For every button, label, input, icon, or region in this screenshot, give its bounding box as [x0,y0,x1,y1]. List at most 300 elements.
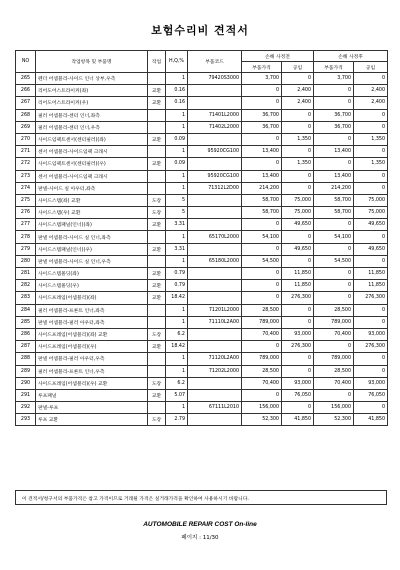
page-title: 보험수리비 견적서 [151,24,249,37]
row-before-price: 54,100 [242,231,282,243]
row-after-price: 28,500 [314,304,354,316]
row-before-labor: 0 [282,121,314,133]
row-after-price: 156,000 [314,402,354,414]
row-no: 277 [16,219,36,231]
row-after-price: 0 [314,158,354,170]
row-item-name: 판넬-루프 [36,402,148,414]
row-quantity: 1 [166,146,188,158]
row-work-type: 교환 [148,292,166,304]
row-no: 292 [16,402,36,414]
row-work-type: 교환 [148,158,166,170]
row-before-price: 0 [242,341,282,353]
row-after-labor: 0 [354,121,388,133]
row-after-price: 70,400 [314,377,354,389]
row-before-price: 214,200 [242,182,282,194]
row-quantity: 1 [166,304,188,316]
header-before-price: 부품가격 [242,62,282,73]
table-row [16,341,388,353]
row-after-price: 0 [314,268,354,280]
row-part-code [188,389,242,401]
row-part-code [188,377,242,389]
row-before-price: 789,000 [242,353,282,365]
row-work-type: 도장 [148,207,166,219]
table-body [16,73,388,426]
row-part-code: 95920CG100 [188,170,242,182]
row-after-labor: 1,350 [354,133,388,145]
row-part-code [188,341,242,353]
row-no: 286 [16,328,36,340]
row-quantity: 1 [166,365,188,377]
row-before-price: 28,500 [242,304,282,316]
row-no: 269 [16,121,36,133]
row-work-type: 교환 [148,85,166,97]
row-before-price: 0 [242,85,282,97]
row-item-name: 필러 어셈블리-센터 인너,좌측 [36,109,148,121]
row-before-price: 28,500 [242,365,282,377]
row-part-code: 71202L2000 [188,365,242,377]
row-item-name: 센서 어셈블리-사이드임팩 크래시 [36,170,148,182]
row-part-code [188,97,242,109]
row-work-type: 도장 [148,194,166,206]
row-part-code [188,158,242,170]
row-item-name: 필러 어셈블리-프론트 인너,우측 [36,365,148,377]
row-after-labor: 93,000 [354,328,388,340]
row-part-code [188,194,242,206]
row-no: 284 [16,304,36,316]
row-quantity: 18.42 [166,292,188,304]
row-item-name: 리어도어스트라이커(좌) [36,85,148,97]
row-part-code: 71402L2000 [188,121,242,133]
row-part-code [188,133,242,145]
row-before-price: 0 [242,292,282,304]
table-row [16,280,388,292]
row-item-name: 사이드프레임(어셈블리)(좌) 교환 [36,328,148,340]
row-after-price: 0 [314,219,354,231]
row-after-labor: 0 [354,255,388,267]
row-quantity: 0.16 [166,97,188,109]
page-number: 페이지 : 11/30 [181,535,219,541]
row-after-labor: 0 [354,316,388,328]
row-before-labor: 93,000 [282,377,314,389]
row-item-name: 리어도어스트라이커(우) [36,97,148,109]
row-no: 289 [16,365,36,377]
row-after-labor: 49,650 [354,243,388,255]
table-row [16,207,388,219]
row-before-labor: 0 [282,109,314,121]
row-after-price: 0 [314,341,354,353]
row-part-code: 65170L2000 [188,231,242,243]
row-work-type [148,402,166,414]
table-row [16,170,388,182]
table-row [16,389,388,401]
row-work-type: 교환 [148,280,166,292]
row-part-code [188,85,242,97]
table-row [16,377,388,389]
row-work-type [148,231,166,243]
table-row [16,182,388,194]
row-no: 285 [16,316,36,328]
row-after-price: 0 [314,389,354,401]
row-before-labor: 0 [282,316,314,328]
row-after-price: 0 [314,292,354,304]
header-after-group: 손해 사정후 [314,51,388,62]
table-header [16,51,388,73]
row-after-price: 52,300 [314,414,354,426]
table-row [16,73,388,85]
row-after-price: 54,500 [314,255,354,267]
row-before-labor: 1,350 [282,158,314,170]
header-work: 작업 [148,51,166,73]
row-part-code [188,207,242,219]
row-before-labor: 49,650 [282,243,314,255]
row-no: 271 [16,146,36,158]
row-after-labor: 0 [354,304,388,316]
row-part-code: 95920CG100 [188,146,242,158]
row-after-price: 58,700 [314,207,354,219]
row-item-name: 사이드임팩트센서(센터필러)(좌) [36,133,148,145]
row-quantity: 1 [166,402,188,414]
row-part-code: 79420S3000 [188,73,242,85]
row-after-price: 54,100 [314,231,354,243]
row-after-labor: 2,400 [354,85,388,97]
row-no: 283 [16,292,36,304]
row-quantity: 5 [166,207,188,219]
table-row [16,268,388,280]
row-item-name: 판넬-사이드 실 아우터,좌측 [36,182,148,194]
row-no: 266 [16,85,36,97]
row-before-labor: 276,300 [282,292,314,304]
row-before-price: 0 [242,280,282,292]
table-row [16,158,388,170]
row-after-price: 0 [314,280,354,292]
row-after-labor: 0 [354,73,388,85]
row-part-code [188,280,242,292]
header-item: 작업항목 및 부품명 [36,51,148,73]
row-after-labor: 0 [354,146,388,158]
row-before-price: 0 [242,243,282,255]
row-quantity: 6.2 [166,328,188,340]
row-part-code [188,219,242,231]
row-work-type [148,121,166,133]
row-quantity: 6.2 [166,377,188,389]
row-after-price: 0 [314,243,354,255]
table-row [16,402,388,414]
row-quantity: 5.07 [166,389,188,401]
row-before-labor: 1,350 [282,133,314,145]
row-quantity: 3.31 [166,243,188,255]
table-row [16,146,388,158]
row-after-labor: 0 [354,182,388,194]
row-work-type [148,182,166,194]
row-before-labor: 2,400 [282,97,314,109]
row-after-labor: 2,400 [354,97,388,109]
row-part-code: 65180L2000 [188,255,242,267]
row-part-code [188,328,242,340]
row-work-type: 교환 [148,341,166,353]
table-row [16,97,388,109]
row-no: 293 [16,414,36,426]
row-before-price: 13,400 [242,146,282,158]
row-before-labor: 0 [282,402,314,414]
row-work-type [148,73,166,85]
row-before-labor: 0 [282,255,314,267]
row-item-name: 판넬 어셈블리-사이드 실 인너,우측 [36,255,148,267]
row-quantity: 18.42 [166,341,188,353]
header-code: 부품코드 [188,51,242,73]
row-work-type: 교환 [148,268,166,280]
row-before-price: 58,700 [242,194,282,206]
row-item-name: 판넬 어셈블리-사이드 실 인너,좌측 [36,231,148,243]
row-no: 281 [16,268,36,280]
row-before-labor: 0 [282,170,314,182]
row-work-type: 교환 [148,243,166,255]
row-before-labor: 2,400 [282,85,314,97]
row-work-type [148,146,166,158]
row-part-code: 71401L2000 [188,109,242,121]
footer-title: AUTOMOBILE REPAIR COST On-line [143,521,257,528]
row-item-name: 센서 어셈블리-사이드임팩 크래시 [36,146,148,158]
row-part-code: 71110L2A00 [188,316,242,328]
row-after-labor: 93,000 [354,377,388,389]
table-row [16,85,388,97]
row-quantity: 1 [166,109,188,121]
row-item-name: 사이드스텝몰딩(좌) [36,268,148,280]
row-item-name: 사이드프레임(어셈블리)(우) [36,341,148,353]
row-work-type [148,255,166,267]
row-after-labor: 0 [354,231,388,243]
row-before-price: 54,500 [242,255,282,267]
table-row [16,365,388,377]
row-work-type: 교환 [148,389,166,401]
row-after-labor: 0 [354,402,388,414]
row-work-type: 도장 [148,414,166,426]
row-work-type [148,316,166,328]
row-part-code: 71120L2A00 [188,353,242,365]
row-after-price: 0 [314,97,354,109]
header-after-labor: 공임 [354,62,388,73]
row-before-price: 0 [242,158,282,170]
row-no: 275 [16,194,36,206]
row-quantity: 5 [166,194,188,206]
row-item-name: 사이드스텝패널(인너)(우) [36,243,148,255]
row-after-labor: 41,850 [354,414,388,426]
row-no: 290 [16,377,36,389]
row-quantity: 0.79 [166,268,188,280]
row-before-labor: 0 [282,73,314,85]
row-quantity: 1 [166,316,188,328]
row-before-price: 70,400 [242,377,282,389]
row-before-labor: 276,300 [282,341,314,353]
table-row [16,316,388,328]
row-part-code [188,414,242,426]
row-before-labor: 0 [282,146,314,158]
row-work-type: 도장 [148,328,166,340]
row-before-price: 58,700 [242,207,282,219]
row-before-price: 0 [242,97,282,109]
row-quantity: 0.16 [166,85,188,97]
row-work-type [148,170,166,182]
row-after-labor: 1,350 [354,158,388,170]
row-after-labor: 49,650 [354,219,388,231]
row-no: 265 [16,73,36,85]
row-quantity: 1 [166,73,188,85]
table-row [16,219,388,231]
row-no: 280 [16,255,36,267]
row-work-type: 교환 [148,133,166,145]
table-row [16,231,388,243]
row-after-price: 28,500 [314,365,354,377]
row-before-price: 0 [242,389,282,401]
table-row [16,304,388,316]
row-item-name: 필러 어셈블리-센터 인너,우측 [36,121,148,133]
row-quantity: 2.79 [166,414,188,426]
row-no: 291 [16,389,36,401]
header-after-price: 부품가격 [314,62,354,73]
header-before-group: 손해 사정전 [242,51,314,62]
row-after-labor: 0 [354,109,388,121]
row-no: 267 [16,97,36,109]
row-after-labor: 75,000 [354,207,388,219]
row-work-type [148,109,166,121]
row-after-labor: 11,850 [354,280,388,292]
row-quantity: 1 [166,255,188,267]
row-item-name: 사이드프레임(어셈블리)(좌) [36,292,148,304]
row-no: 268 [16,109,36,121]
row-item-name: 사이드임팩트센서(센터필러)(우) [36,158,148,170]
row-item-name: 판넬 어셈블리-필러 아우터,좌측 [36,316,148,328]
row-item-name: 필러 어셈블리-프론트 인너,좌측 [36,304,148,316]
row-part-code: 71201L2000 [188,304,242,316]
table-row [16,353,388,365]
row-after-price: 58,700 [314,194,354,206]
row-before-price: 36,700 [242,121,282,133]
row-quantity: 0.09 [166,133,188,145]
row-after-labor: 0 [354,353,388,365]
row-after-labor: 75,000 [354,194,388,206]
row-before-price: 36,700 [242,109,282,121]
estimate-table [15,50,388,426]
row-work-type [148,353,166,365]
row-item-name: 사이드프레임(어셈블리)(우) 교환 [36,377,148,389]
row-after-price: 70,400 [314,328,354,340]
row-before-labor: 0 [282,182,314,194]
row-before-labor: 75,000 [282,194,314,206]
row-before-price: 3,700 [242,73,282,85]
row-item-name: 사이드스텝패널(인너)(좌) [36,219,148,231]
row-no: 279 [16,243,36,255]
row-before-price: 0 [242,219,282,231]
row-no: 270 [16,133,36,145]
row-quantity: 0.79 [166,280,188,292]
disclaimer-note: 이 견적서/청구서의 부품가격은 참고 가격이므로 거래될 가격은 실거래가격을 확인하여 사용하시기 바랍니다. [15,490,387,505]
row-part-code [188,243,242,255]
row-before-labor: 41,850 [282,414,314,426]
row-after-price: 789,000 [314,353,354,365]
row-after-labor: 276,300 [354,341,388,353]
row-quantity: 1 [166,353,188,365]
row-after-price: 36,700 [314,121,354,133]
table-row [16,133,388,145]
row-no: 278 [16,231,36,243]
row-item-name: 판넬 어셈블리-필러 아우터,우측 [36,353,148,365]
row-item-name: 루프패널 [36,389,148,401]
row-before-labor: 0 [282,231,314,243]
row-item-name: 사이드스텝(좌) 교환 [36,194,148,206]
header-no: NO [16,51,36,73]
row-item-name: 펜더 어셈블리-사이드 인너 상부,우측 [36,73,148,85]
row-before-labor: 49,650 [282,219,314,231]
row-after-labor: 0 [354,365,388,377]
row-after-price: 3,700 [314,73,354,85]
row-after-price: 214,200 [314,182,354,194]
header-qty: H,Q,% [166,51,188,73]
row-before-labor: 0 [282,365,314,377]
table-row [16,243,388,255]
row-before-labor: 76,050 [282,389,314,401]
row-before-labor: 11,850 [282,280,314,292]
row-no: 282 [16,280,36,292]
row-quantity: 3.31 [166,219,188,231]
row-no: 272 [16,158,36,170]
row-before-price: 52,300 [242,414,282,426]
row-after-price: 36,700 [314,109,354,121]
row-before-labor: 0 [282,353,314,365]
row-item-name: 루프 교환 [36,414,148,426]
row-work-type: 교환 [148,97,166,109]
row-quantity: 1 [166,182,188,194]
row-item-name: 사이드스텝(우) 교환 [36,207,148,219]
table-row [16,292,388,304]
row-work-type [148,365,166,377]
row-after-labor: 0 [354,170,388,182]
row-before-labor: 75,000 [282,207,314,219]
row-after-labor: 276,300 [354,292,388,304]
row-before-price: 70,400 [242,328,282,340]
row-item-name: 사이드스텝몰딩(우) [36,280,148,292]
row-before-price: 0 [242,268,282,280]
table-row [16,121,388,133]
table-row [16,194,388,206]
row-quantity: 1 [166,231,188,243]
row-before-price: 0 [242,133,282,145]
row-after-labor: 11,850 [354,268,388,280]
table-row [16,255,388,267]
row-no: 273 [16,170,36,182]
row-before-labor: 93,000 [282,328,314,340]
row-before-price: 789,000 [242,316,282,328]
row-work-type: 교환 [148,219,166,231]
header-before-labor: 공임 [282,62,314,73]
row-no: 276 [16,207,36,219]
row-part-code: 71312L2D00 [188,182,242,194]
row-no: 287 [16,341,36,353]
row-after-labor: 76,050 [354,389,388,401]
table-row [16,328,388,340]
row-before-labor: 0 [282,304,314,316]
row-before-price: 156,000 [242,402,282,414]
row-before-price: 13,400 [242,170,282,182]
row-quantity: 1 [166,170,188,182]
row-part-code [188,268,242,280]
row-after-price: 13,400 [314,146,354,158]
row-part-code: 67111L2010 [188,402,242,414]
row-work-type: 도장 [148,377,166,389]
row-part-code [188,292,242,304]
row-no: 274 [16,182,36,194]
row-after-price: 0 [314,85,354,97]
table-row [16,414,388,426]
row-quantity: 1 [166,121,188,133]
